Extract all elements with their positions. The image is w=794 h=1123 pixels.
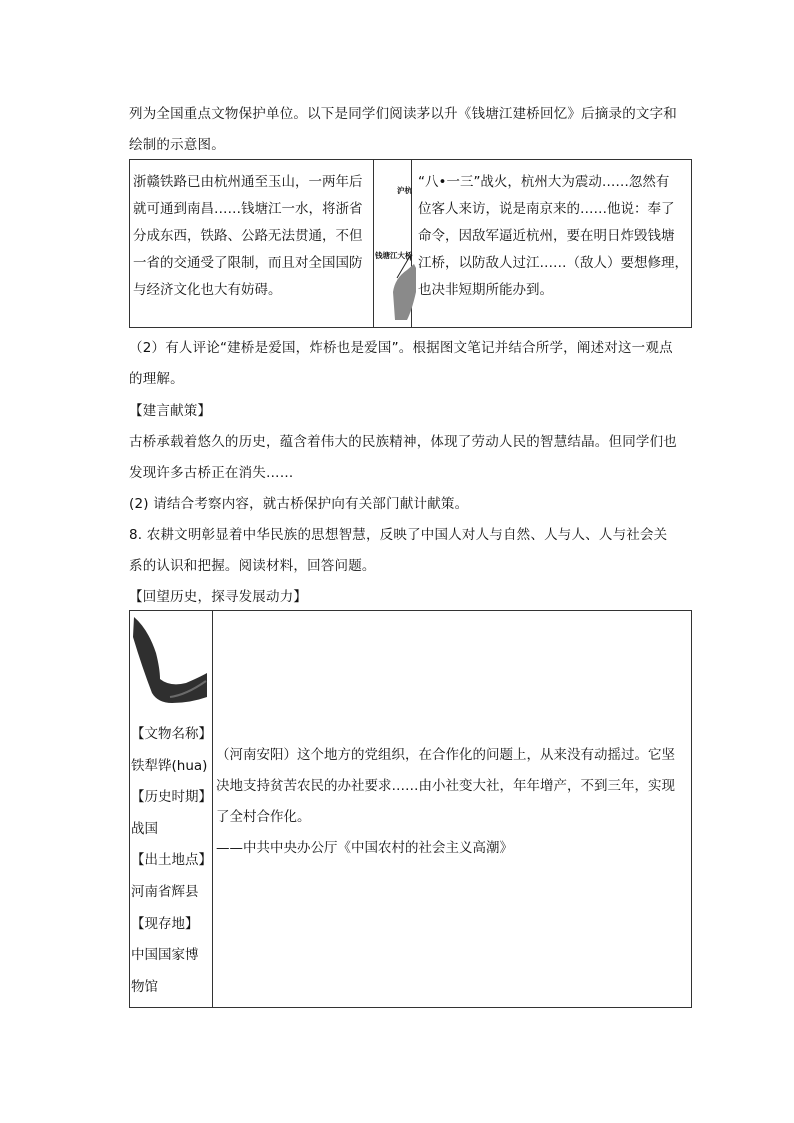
artifact-name-heading: 【文物名称】 (131, 726, 212, 742)
section-heading-history: 【回望历史，探寻发展动力】 (129, 589, 308, 605)
bridge-sketch-map (373, 160, 411, 328)
question-2a-line-1: （2）有人评论“建桥是爱国，炸桥也是爱国”。根据图文笔记并结合所学，阐述对这一观点 (129, 340, 673, 356)
section-heading-advice: 【建言献策】 (129, 403, 212, 419)
left-excerpt-line: 一省的交通受了限制，而且对全国国防 (133, 255, 363, 271)
artifact-table (129, 610, 692, 1008)
plowshare-photo (130, 611, 207, 711)
right-excerpt-cell (411, 160, 691, 328)
question-2b: (2) 请结合考察内容，就古桥保护向有关部门献计献策。 (129, 496, 469, 512)
left-excerpt-cell (130, 160, 374, 328)
right-excerpt-line: 也决非短期所能办到。 (417, 282, 553, 298)
bridge-notes-table (129, 159, 692, 328)
quote-line: 了全村合作化。 (216, 809, 311, 825)
artifact-name-value: 铁犁铧(hua) (131, 757, 208, 774)
advice-line-2: 发现许多古桥正在消失…… (129, 465, 294, 481)
artifact-location-heading: 【现存地】 (131, 915, 199, 932)
right-excerpt-line: 位客人来访，说是南京来的……他说：奉了 (417, 201, 675, 217)
question-8-line-1: 8. 农耕文明彰显着中华民族的思想智慧，反映了中国人对人与自然、人与人、人与社会关 (129, 527, 668, 543)
artifact-location-value-cont: 物馆 (131, 978, 158, 995)
river-sketch-icon (374, 160, 416, 327)
quote-line: （河南安阳）这个地方的党组织，在合作化的问题上，从来没有动摇过。它坚 (216, 747, 675, 763)
question-2a-line-2: 的理解。 (129, 371, 184, 387)
question-8-line-2: 系的认识和把握。阅读材料，回答问题。 (129, 558, 376, 574)
map-label-bridge: 钱塘江大桥 (374, 251, 413, 260)
left-excerpt-line: 浙赣铁路已由杭州通至玉山，一两年后 (133, 174, 363, 190)
left-excerpt-line: 就可通到南昌……钱塘江一水，将浙省 (133, 201, 363, 217)
intro-line-1: 列为全国重点文物保护单位。以下是同学们阅读茅以升《钱塘江建桥回忆》后摘录的文字和 (129, 106, 677, 122)
intro-line-2: 绘制的示意图。 (129, 137, 225, 153)
right-excerpt-line: 命令，因敌军逼近杭州，要在明日炸毁钱塘 (417, 228, 675, 244)
map-label-shanghai-hangzhou: 沪杭 (396, 186, 412, 195)
left-excerpt-line: 分成东西，铁路、公路无法贯通，不但 (133, 228, 363, 244)
quote-line: 决地支持贫苦农民的办社要求……由小社变大社，年年增产，不到三年，实现 (216, 778, 675, 794)
artifact-site-value: 河南省辉县 (131, 883, 199, 900)
artifact-period-value: 战国 (131, 820, 158, 837)
artifact-site-heading: 【出土地点】 (131, 852, 212, 869)
artifact-location-value: 中国国家博 (131, 947, 199, 964)
quote-cell (213, 611, 692, 1008)
left-excerpt-line: 与经济文化也大有妨碍。 (133, 282, 282, 298)
quote-source: ——中共中央办公厅《中国农村的社会主义高潮》 (216, 840, 513, 856)
advice-line-1: 古桥承载着悠久的历史，蕴含着伟大的民族精神，体现了劳动人民的智慧结晶。但同学们也 (129, 434, 677, 450)
artifact-period-heading: 【历史时期】 (131, 789, 212, 806)
artifact-info-cell (130, 611, 213, 1008)
right-excerpt-line: 江桥，以防敌人过江……（敌人）要想修理， (417, 255, 688, 271)
right-excerpt-line: “八•一三”战火，杭州大为震动……忽然有 (417, 174, 670, 190)
